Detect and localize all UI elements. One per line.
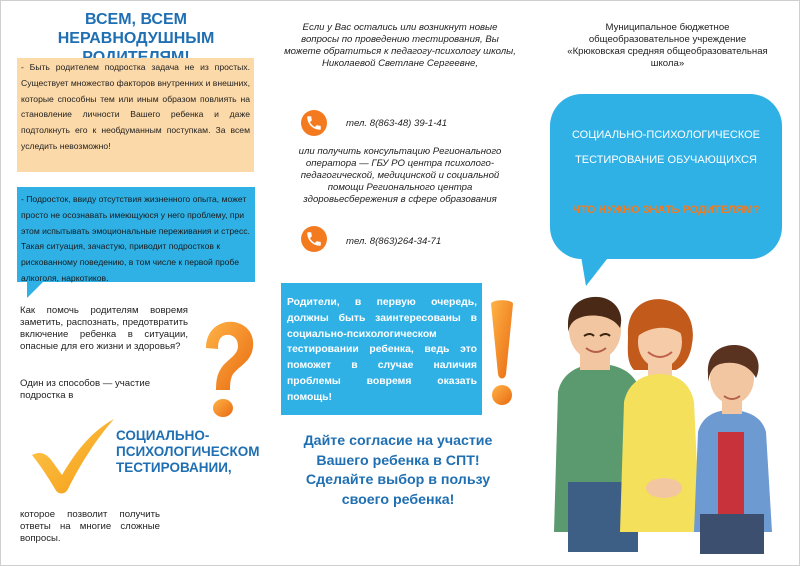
contact-intro-text: Если у Вас остались или возникнут новые вопросы по проведению тестирования, Вы можете обратиться к педагогу-психологу школы, Николаевой Светлане Сергеевне,	[284, 22, 516, 69]
main-heading: ВСЕМ, ВСЕМ НЕРАВНОДУШНЫМ	[57, 11, 215, 47]
phone-icon	[301, 226, 327, 252]
answers-text: которое позволит получить ответы на многие сложные вопросы.	[20, 509, 160, 544]
orange-box-text: - Быть родителем подростка задача не из простых. Существует множество факторов внутренних и внешних, которые способны тем или иным образом повлиять на становление личности Вашего ребенка и даже подтолкнуть его к необдуманным поступкам. За всем уследить невозможно!	[21, 62, 250, 151]
phone-icon	[301, 110, 327, 136]
exclamation-icon	[487, 298, 517, 410]
speech-bubble-tail	[580, 250, 614, 286]
blue-info-box-middle	[281, 283, 482, 415]
phone-number-1: тел. 8(863-48) 39-1-41	[346, 118, 448, 129]
family-illustration	[540, 292, 780, 554]
phone-number-2: тел. 8(863)264-34-71	[346, 236, 442, 247]
operator-text: или получить консультацию Регионального оператора — ГБУ РО центра психолого-педагогической, медицинской и социальной помощи Регионального центра здоровьесбережения в сфере образования	[298, 146, 502, 205]
title-speech-bubble	[550, 94, 782, 259]
question-mark-icon	[196, 318, 258, 426]
spt-title: СОЦИАЛЬНО-ПСИХОЛОГИЧЕСКОМ ТЕСТИРОВАНИИ,	[116, 428, 260, 475]
leaflet-subtitle: ЧТО НУЖНО ЗНАТЬ РОДИТЕЛЯМ?	[572, 204, 760, 216]
consent-call-to-action: Дайте согласие на участие Вашего ребенка в СПТ! Сделайте выбор в пользу своего ребенка!	[303, 433, 493, 508]
son-figure	[694, 345, 772, 554]
how-to-help-text: Как помочь родителям вовремя заметить, распознать, предотвратить включение ребенка в ситуации, опасные для его жизни и здоровья?	[20, 305, 188, 352]
blue-box-left-text: - Подросток, ввиду отсутствия жизненного опыта, может просто не осознавать имеющуюся у него проблему, при этом испытывать эмоциональные переживания и стресс. Такая ситуация, зачастую, приводит подростков к рискованному поведению, в том числе к первой пробе алкоголя, наркотиков.	[21, 194, 250, 283]
blue-info-box-left	[17, 187, 255, 282]
leaflet-title: СОЦИАЛЬНО-ПСИХОЛОГИЧЕСКОЕ ТЕСТИРОВАНИЕ ОБУЧАЮЩИХСЯ	[571, 129, 761, 166]
checkmark-icon	[30, 417, 116, 497]
blue-box-middle-text: Родители, в первую очередь, должны быть заинтересованы в социально-психологическом тестировании ребенка, ведь это поможет в случае наличия проблемы вовремя оказать помощь!	[287, 297, 477, 403]
institution-name: Муниципальное бюджетное общеобразовательное учреждение «Крюковская средняя общеобразовательная школа»	[567, 22, 768, 69]
orange-info-box	[17, 58, 254, 172]
one-way-text: Один из способов — участие подростка в	[20, 378, 151, 401]
